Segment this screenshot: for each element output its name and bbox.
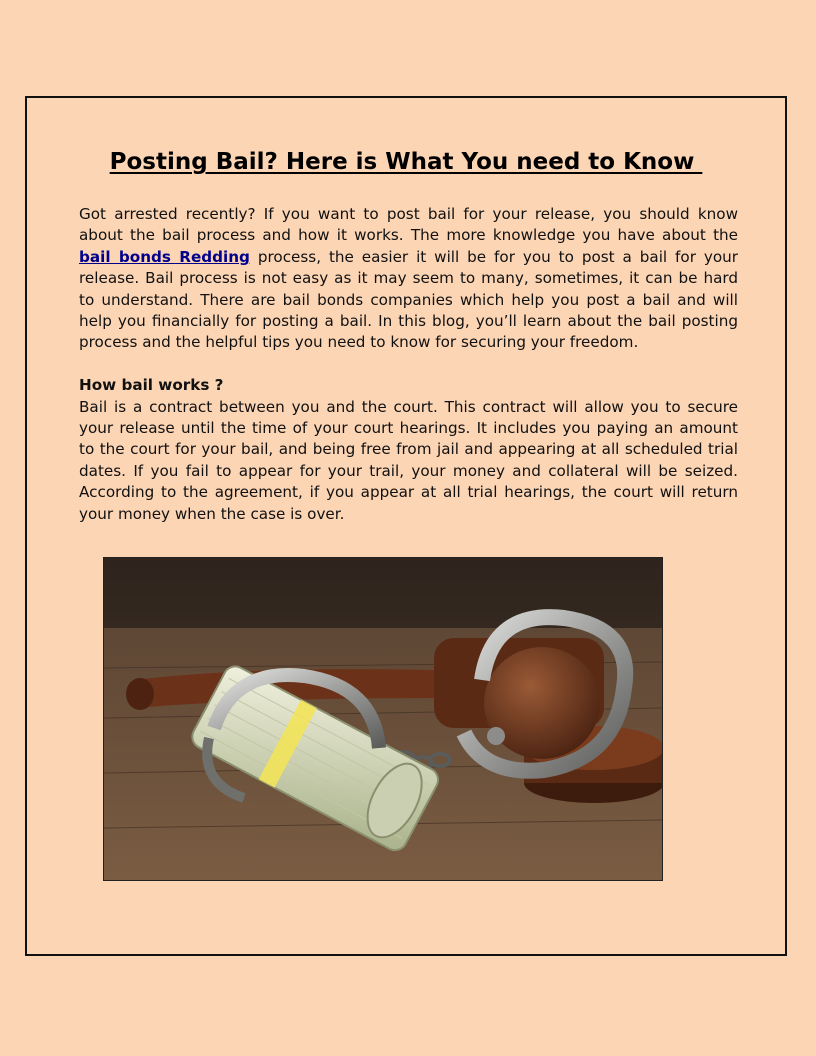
page-title: Posting Bail? Here is What You need to Know (109, 149, 703, 175)
bail-bonds-redding-link[interactable]: bail bonds Redding (79, 247, 250, 266)
intro-text-start: Got arrested recently? If you want to post bail for your release, you should know about the bail process and how it works. The more knowledge you have about the (79, 205, 738, 245)
page-frame (25, 96, 787, 956)
paragraph-spacer (79, 354, 738, 375)
handcuffs-gavel-cash-photo (103, 557, 663, 881)
intro-paragraph (79, 204, 738, 354)
section-paragraph: Bail is a contract between you and the court. This contract will allow you to secure your release until the time of your court hearings. It includes you paying an amount to the court for your bail, and being free from jail and appearing at all scheduled trial dates. If you fail to appear for your trail, your money and collateral will be seized. According to the agreement, if you appear at all trial hearings, the court will return your money when the case is over. (79, 397, 738, 523)
intro-text-end: process, the easier it will be for you to post a bail for your release. Bail process is not easy as it may seem to many, sometimes, it can be hard to understand. There are bail bonds companies which help you post a bail and will help you financially for posting a bail. In this blog, you’ll learn about the bail posting process and the helpful tips you need to know for securing your freedom. (79, 247, 738, 352)
section-heading: How bail works ? (79, 376, 224, 395)
article-body (79, 204, 738, 525)
